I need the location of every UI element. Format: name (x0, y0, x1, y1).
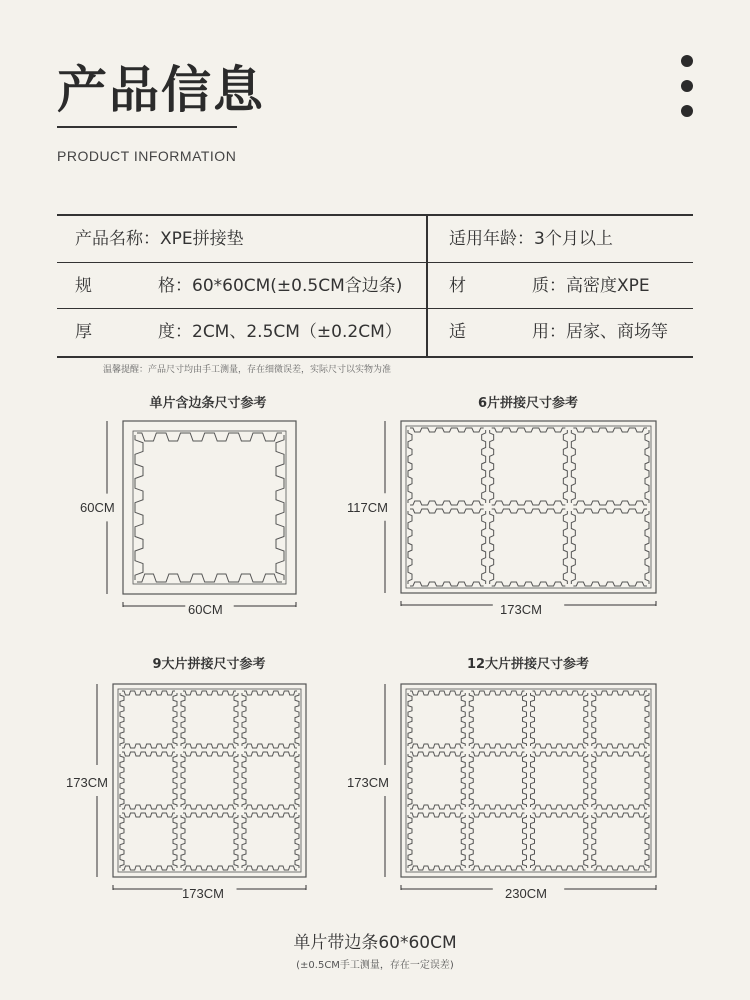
thickness-label: 厚 度 (75, 322, 175, 342)
footer-note: (±0.5CM手工测量，存在一定误差) (296, 960, 454, 971)
separator: ： (175, 322, 192, 342)
product-name-label: 产品名称 (75, 229, 143, 249)
dimension-lines (385, 684, 656, 890)
mat-tile (531, 813, 588, 870)
mat-tile (408, 691, 465, 748)
footer-spec: 单片带边条60*60CM (293, 933, 457, 953)
separator: ： (549, 322, 566, 342)
age-value: 3个月以上 (534, 229, 613, 249)
diagram-title: 6片拼接尺寸参考 (477, 396, 579, 411)
mat-tile (592, 813, 649, 870)
separator: ： (549, 276, 566, 296)
material-label: 材 质 (449, 276, 549, 296)
separator: ： (517, 229, 534, 249)
mat-tile (469, 752, 526, 809)
separator: ： (143, 229, 160, 249)
material-value: 高密度XPE (566, 276, 650, 296)
usage-label: 适 用 (449, 322, 549, 342)
page-title: 产品信息 (57, 61, 265, 119)
spec-value: 60*60CM(±0.5CM含边条) (192, 276, 403, 296)
page-subtitle: PRODUCT INFORMATION (57, 148, 237, 164)
mat-tile (408, 752, 465, 809)
mat-tile (469, 813, 526, 870)
mat-tile (469, 691, 526, 748)
mat-tile (531, 691, 588, 748)
height-label: 173CM (347, 775, 389, 790)
height-label: 173CM (66, 775, 108, 790)
diagram-title: 9大片拼接尺寸参考 (152, 657, 266, 672)
thickness-value: 2CM、2.5CM（±0.2CM） (192, 322, 402, 342)
height-label: 60CM (80, 500, 115, 515)
mat-tile (592, 691, 649, 748)
usage-value: 居家、商场等 (566, 322, 668, 342)
diagram-title: 单片含边条尺寸参考 (149, 396, 267, 411)
age-label: 适用年龄 (449, 229, 517, 249)
height-label: 117CM (347, 500, 388, 515)
border-strip (406, 689, 651, 872)
spec-label: 规 格 (75, 276, 175, 296)
width-label: 173CM (182, 886, 224, 901)
measurement-note: 温馨提醒：产品尺寸均由手工测量，存在细微误差，实际尺寸以实物为准 (103, 365, 392, 375)
width-label: 173CM (500, 602, 542, 617)
width-label: 230CM (505, 886, 547, 901)
width-label: 60CM (188, 602, 223, 617)
product-name-value: XPE拼接垫 (160, 229, 244, 249)
mat-outline (401, 684, 656, 877)
mat-tile (592, 752, 649, 809)
diagram-title: 12大片拼接尺寸参考 (466, 657, 590, 672)
mat-tile (531, 752, 588, 809)
mat-tile (408, 813, 465, 870)
separator: ： (175, 276, 192, 296)
